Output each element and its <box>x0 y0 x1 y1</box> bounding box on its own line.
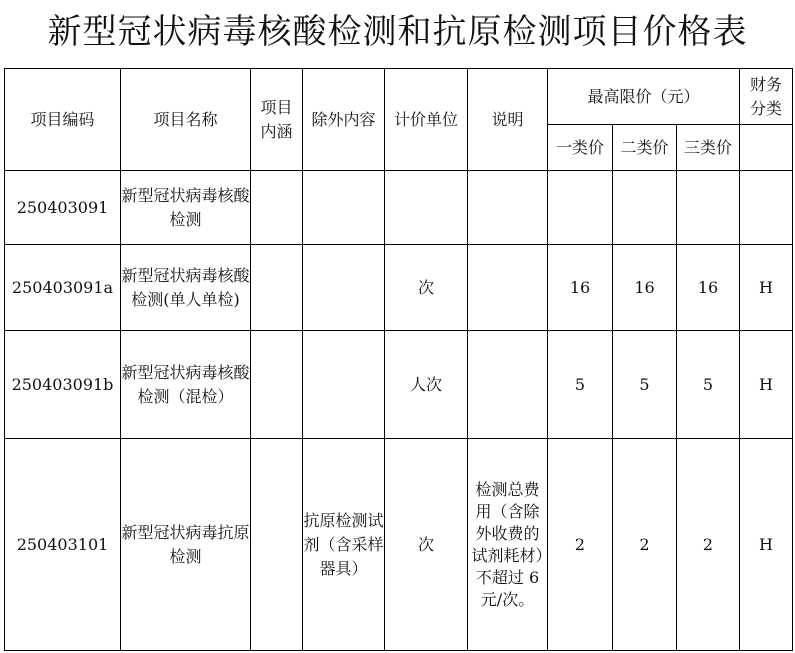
table-row <box>5 245 793 331</box>
cell-name: 新型冠状病毒核酸检测(单人单检) <box>121 245 251 331</box>
header-finance-blank <box>740 125 793 171</box>
cell-name: 新型冠状病毒核酸检测（混检） <box>121 331 251 439</box>
cell-content <box>251 439 303 651</box>
header-class2: 二类价 <box>613 125 677 171</box>
header-unit: 计价单位 <box>385 69 468 171</box>
header-class1: 一类价 <box>548 125 613 171</box>
cell-note: 检测总费用（含除外收费的试剂耗材）不超过 6 元/次。 <box>468 439 548 651</box>
cell-code: 250403091b <box>5 331 121 439</box>
cell-unit: 人次 <box>385 331 468 439</box>
cell-content <box>251 245 303 331</box>
cell-excluded <box>303 245 385 331</box>
header-content: 项目内涵 <box>251 69 303 171</box>
cell-note <box>468 171 548 245</box>
table-row <box>5 439 793 651</box>
cell-note <box>468 331 548 439</box>
cell-name: 新型冠状病毒抗原检测 <box>121 439 251 651</box>
cell-price-2: 5 <box>613 331 677 439</box>
cell-price-1 <box>548 171 613 245</box>
cell-price-3: 5 <box>677 331 740 439</box>
cell-code: 250403091 <box>5 171 121 245</box>
cell-unit: 次 <box>385 439 468 651</box>
header-excluded: 除外内容 <box>303 69 385 171</box>
cell-price-2: 16 <box>613 245 677 331</box>
cell-excluded <box>303 171 385 245</box>
cell-finance: H <box>740 331 793 439</box>
cell-price-3: 16 <box>677 245 740 331</box>
cell-excluded <box>303 331 385 439</box>
cell-price-1: 5 <box>548 331 613 439</box>
price-table <box>4 68 793 651</box>
cell-finance: H <box>740 439 793 651</box>
cell-name: 新型冠状病毒核酸检测 <box>121 171 251 245</box>
cell-content <box>251 331 303 439</box>
page-title: 新型冠状病毒核酸检测和抗原检测项目价格表 <box>47 12 748 52</box>
header-name: 项目名称 <box>121 69 251 171</box>
header-finance: 财务分类 <box>740 69 793 125</box>
table-row <box>5 331 793 439</box>
cell-code: 250403091a <box>5 245 121 331</box>
cell-content <box>251 171 303 245</box>
cell-finance: H <box>740 245 793 331</box>
cell-excluded: 抗原检测试剂（含采样器具） <box>303 439 385 651</box>
cell-price-1: 2 <box>548 439 613 651</box>
cell-price-3: 2 <box>677 439 740 651</box>
header-row-1 <box>5 69 793 125</box>
cell-price-1: 16 <box>548 245 613 331</box>
header-code: 项目编码 <box>5 69 121 171</box>
cell-code: 250403101 <box>5 439 121 651</box>
table-row <box>5 171 793 245</box>
cell-unit <box>385 171 468 245</box>
header-max-price: 最高限价（元） <box>548 69 740 125</box>
cell-note <box>468 245 548 331</box>
cell-finance <box>740 171 793 245</box>
cell-price-3 <box>677 171 740 245</box>
cell-unit: 次 <box>385 245 468 331</box>
cell-price-2: 2 <box>613 439 677 651</box>
header-note: 说明 <box>468 69 548 171</box>
header-class3: 三类价 <box>677 125 740 171</box>
cell-price-2 <box>613 171 677 245</box>
